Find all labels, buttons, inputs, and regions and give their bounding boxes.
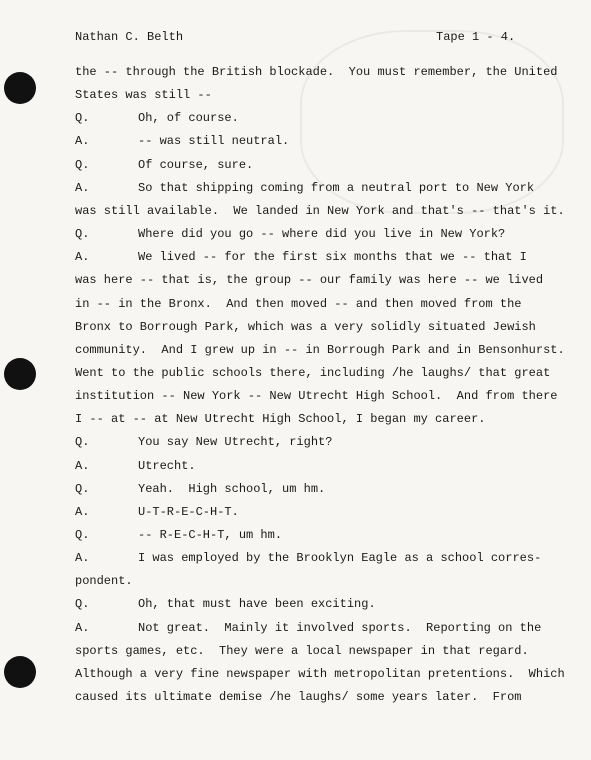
utterance-line: U-T-R-E-C-H-T. <box>138 505 239 519</box>
transcript-line: Although a very fine newspaper with metropolitan pretentions. Which <box>75 667 565 681</box>
utterance-line: So that shipping coming from a neutral port to New York <box>138 181 535 195</box>
utterance-line: Yeah. High school, um hm. <box>138 482 326 496</box>
speaker-label: A. <box>75 621 90 635</box>
speaker-label: Q. <box>75 158 90 172</box>
transcript-line: I -- at -- at New Utrecht High School, I began my career. <box>75 412 486 426</box>
speaker-label: A. <box>75 505 90 519</box>
utterance-line: Of course, sure. <box>138 158 254 172</box>
speaker-label: Q. <box>75 227 90 241</box>
utterance-line: Utrecht. <box>138 459 196 473</box>
transcript-line: was still available. We landed in New York and that's -- that's it. <box>75 204 565 218</box>
utterance-line: Oh, that must have been exciting. <box>138 597 376 611</box>
utterance-line: We lived -- for the first six months that we -- that I <box>138 250 527 264</box>
header-name: Nathan C. Belth <box>75 30 184 44</box>
transcript-line: Went to the public schools there, including /he laughs/ that great <box>75 366 551 380</box>
speaker-label: Q. <box>75 482 90 496</box>
utterance-line: You say New Utrecht, right? <box>138 435 333 449</box>
speaker-label: A. <box>75 459 90 473</box>
utterance-line: I was employed by the Brooklyn Eagle as a school corres- <box>138 551 542 565</box>
speaker-label: Q. <box>75 597 90 611</box>
utterance-line: -- was still neutral. <box>138 134 290 148</box>
speaker-label: Q. <box>75 528 90 542</box>
transcript-line: institution -- New York -- New Utrecht High School. And from there <box>75 389 558 403</box>
speaker-label: Q. <box>75 435 90 449</box>
transcript-line: was here -- that is, the group -- our family was here -- we lived <box>75 273 544 287</box>
transcript-line: pondent. <box>75 574 133 588</box>
utterance-line: Where did you go -- where did you live in New York? <box>138 227 506 241</box>
utterance-line: -- R-E-C-H-T, um hm. <box>138 528 283 542</box>
punch-hole-middle <box>4 358 36 390</box>
transcript-line: States was still -- <box>75 88 212 102</box>
transcript-line: the -- through the British blockade. You must remember, the United <box>75 65 558 79</box>
utterance-line: Oh, of course. <box>138 111 239 125</box>
utterance-line: Not great. Mainly it involved sports. Reporting on the <box>138 621 542 635</box>
transcript-line: Bronx to Borrough Park, which was a very solidly situated Jewish <box>75 320 536 334</box>
speaker-label: A. <box>75 551 90 565</box>
punch-hole-top <box>4 72 36 104</box>
speaker-label: A. <box>75 250 90 264</box>
speaker-label: Q. <box>75 111 90 125</box>
transcript-line: community. And I grew up in -- in Borrough Park and in Bensonhurst. <box>75 343 565 357</box>
transcript-line: caused its ultimate demise /he laughs/ some years later. From <box>75 690 522 704</box>
punch-hole-bottom <box>4 656 36 688</box>
speaker-label: A. <box>75 181 90 195</box>
transcript-line: sports games, etc. They were a local newspaper in that regard. <box>75 644 529 658</box>
header-tape: Tape 1 - 4. <box>436 30 516 44</box>
transcript-line: in -- in the Bronx. And then moved -- and then moved from the <box>75 297 522 311</box>
speaker-label: A. <box>75 134 90 148</box>
